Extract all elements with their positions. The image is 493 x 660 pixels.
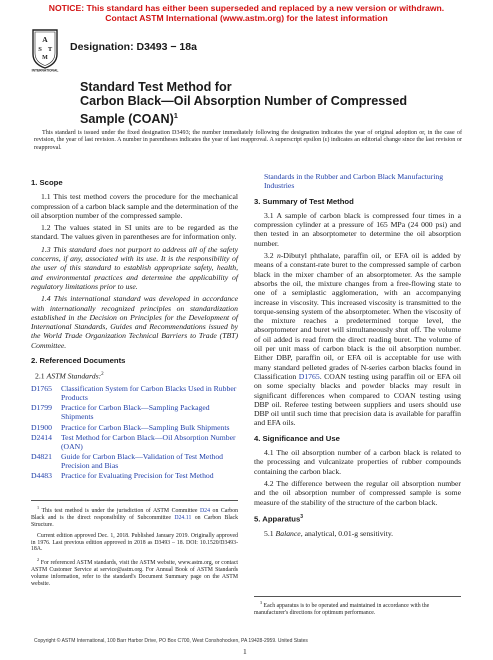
reference-link[interactable]: D4483 bbox=[31, 471, 52, 481]
notice-line-2: Contact ASTM International (www.astm.org) for the latest information bbox=[105, 13, 388, 24]
reference-item bbox=[31, 433, 238, 451]
logo-caption: INTERNATIONAL bbox=[31, 68, 59, 72]
title-line-3: Sample (COAN)$^1$ bbox=[80, 110, 178, 126]
supersede-notice bbox=[0, 3, 493, 23]
title-line-1: Standard Test Method for bbox=[80, 80, 232, 94]
reference-title-link[interactable]: Test Method for Carbon Black—Oil Absorption Number (OAN) bbox=[61, 432, 236, 451]
section-heading-significance: 4. Significance and Use bbox=[254, 433, 340, 443]
paragraph-1-4: 1.4 This international standard was developed in accordance with internationally recognized principles on standardization established in the Decision on Principles for the Development of International Standards, Guides and Recommendations issued by the World Trade Organization Technical Barriers to Trade (TBT) Committee. bbox=[31, 294, 238, 350]
reference-item bbox=[31, 423, 238, 432]
reference-link[interactable]: D2414 bbox=[31, 432, 52, 442]
reference-title-link[interactable]: Practice for Evaluating Precision for Test Method bbox=[61, 471, 214, 481]
committee-link[interactable]: D24 bbox=[200, 507, 210, 514]
svg-text:T: T bbox=[47, 46, 53, 53]
svg-text:M: M bbox=[42, 55, 48, 61]
footnote-2: $^2$ For referenced ASTM standards, visit the ASTM website, www.astm.org, or contact ASTM Customer Service at service@astm.org. For Annual Book of ASTM Standards volume information, refer to the standard's Document Summary page on the ASTM website. bbox=[31, 557, 239, 587]
paragraph-1-1: 1.1 This test method covers the procedure for the mechanical compression of a carbon black sample and the determination of the oil absorption number of the compressed sample. bbox=[31, 192, 238, 220]
footnote-1-edition: Current edition approved Dec. 1, 2018. Published January 2019. Originally approved in 1976. Last previous edition approved in 2018 as D3493 – 18. DOI: 10.1520/D3493-18A. bbox=[31, 532, 238, 553]
subcommittee-link[interactable]: D24.11 bbox=[174, 514, 192, 521]
reference-title-link[interactable]: Practice for Carbon Black—Sampling Bulk Shipments bbox=[61, 422, 230, 432]
reference-continuation-link[interactable]: Standards in the Rubber and Carbon Black Manufacturing Industries bbox=[264, 172, 444, 191]
reference-title-link[interactable]: Practice for Carbon Black—Sampling Packaged Shipments bbox=[61, 403, 210, 422]
paragraph-5-1: 5.1 Balance, analytical, 0.01-g sensitivity. bbox=[264, 528, 394, 538]
section-heading-apparatus: 5. Apparatus$^3$ bbox=[254, 513, 304, 524]
section-heading-summary: 3. Summary of Test Method bbox=[254, 196, 354, 206]
footnotes bbox=[31, 500, 238, 592]
paragraph-1-3: 1.3 This standard does not purport to address all of the safety concerns, if any, associated with its use. It is the responsibility of the user of this standard to establish appropriate safety, health, and environmental practices and determine the applicability of regulatory limitations prior to use. bbox=[31, 244, 238, 291]
paragraph-4-1: 4.1 The oil absorption number of a carbon black is related to the processing and vulcanizate properties of rubber compounds containing the carbon black. bbox=[254, 448, 461, 476]
title-line-2: Carbon Black—Oil Absorption Number of Compressed bbox=[80, 94, 408, 109]
reference-link[interactable]: D1765 bbox=[31, 384, 52, 394]
paragraph-3-1: 3.1 A sample of carbon black is compressed four times in a compression cylinder at a pressure of 165 MPa (24 000 psi) and then tested in an absorptometer to determine the oil absorption number. bbox=[254, 210, 461, 248]
reference-item bbox=[31, 471, 238, 480]
copyright-line: Copyright © ASTM International, 100 Barr Harbor Drive, PO Box C700, West Conshohocken, PA 19428-2959. United States bbox=[34, 638, 308, 644]
reference-item bbox=[31, 403, 238, 421]
page-number: 1 bbox=[243, 647, 247, 656]
paragraph-4-2: 4.2 The difference between the regular oil absorption number and the oil absorption number of compressed sample is some measure of the stability of the structure of the carbon black. bbox=[254, 478, 461, 507]
astm-standards-subheading: 2.1 ASTM Standards:$^2$ bbox=[35, 371, 104, 381]
classification-link[interactable]: D1765 bbox=[298, 371, 320, 381]
designation-note: This standard is issued under the fixed designation D3493; the number immediately following the designation indicates the year of original adoption or, in the case of revision, the year of last revision. A number in parentheses indicates the year of last reapproval. A superscript epsilon (ε) indicates an editorial change since the last revision or reapproval. bbox=[34, 130, 462, 151]
footnote-1: $^1$ This test method is under the jurisdiction of ASTM Committee D24 on Carbon Black and is the direct responsibility of Subcommittee D24.11 on Carbon Black Structure. bbox=[31, 505, 239, 528]
document-title bbox=[80, 80, 420, 126]
reference-link[interactable]: D4821 bbox=[31, 451, 52, 461]
footnote-3: $^3$ Each apparatus is to be operated and maintained in accordance with the manufacturer's directions for optimum performance. bbox=[254, 596, 461, 617]
section-heading-referenced-documents: 2. Referenced Documents bbox=[31, 356, 126, 366]
paragraph-1-2: 1.2 The values stated in SI units are to be regarded as the standard. The values given in parentheses are for information only. bbox=[31, 223, 238, 242]
reference-title-link[interactable]: Classification System for Carbon Blacks Used in Rubber Products bbox=[61, 384, 237, 403]
designation: Designation: D3493 − 18a bbox=[70, 41, 197, 53]
reference-link[interactable]: D1799 bbox=[31, 403, 52, 413]
section-heading-scope: 1. Scope bbox=[31, 178, 63, 187]
left-column bbox=[31, 172, 238, 481]
right-column bbox=[254, 172, 461, 541]
notice-line-1: NOTICE: This standard has either been superseded and replaced by a new version or withdrawn. bbox=[48, 3, 445, 13]
reference-title-link[interactable]: Guide for Carbon Black—Validation of Test Method Precision and Bias bbox=[61, 451, 224, 470]
reference-item bbox=[31, 452, 238, 470]
astm-logo bbox=[30, 26, 60, 72]
title-footnote-mark: 1 bbox=[173, 110, 178, 120]
reference-item bbox=[31, 384, 238, 402]
reference-link[interactable]: D1900 bbox=[31, 422, 52, 432]
svg-text:S: S bbox=[38, 46, 42, 53]
svg-text:A: A bbox=[42, 35, 48, 44]
paragraph-3-2: 3.2 n-Dibutyl phthalate, paraffin oil, or EFA oil is added by means of a constant-rate buret to the compressed sample of carbon black in the mixer chamber of an absorptometer. As the sample absorbs the oil, the mixture changes from a free-flowing state to one of a semiplastic agglomeration, with an accompanying increase in viscosity. This increased viscosity is transmitted to the torque-sensing system of the absorptometer. When the viscosity of the mixture reaches a predetermined torque level, the absorptometer and buret will simultaneously shut off. The volume of oil added is read from the direct reading buret. The volume of oil per unit mass of carbon black is the oil absorption number. Either DBP, paraffin oil, or EFA oil is acceptable for use with many standard pelleted grades of N-series carbon blacks found in Classification D1765. COAN testing using paraffin oil or EFA oil on some specialty blacks and powder blacks may result in significant differences when compared to COAN testing using DBP oil. Referee testing between suppliers and users should use DBP oil until such time that precision data is available for paraffin and EFA oils. bbox=[254, 251, 462, 428]
